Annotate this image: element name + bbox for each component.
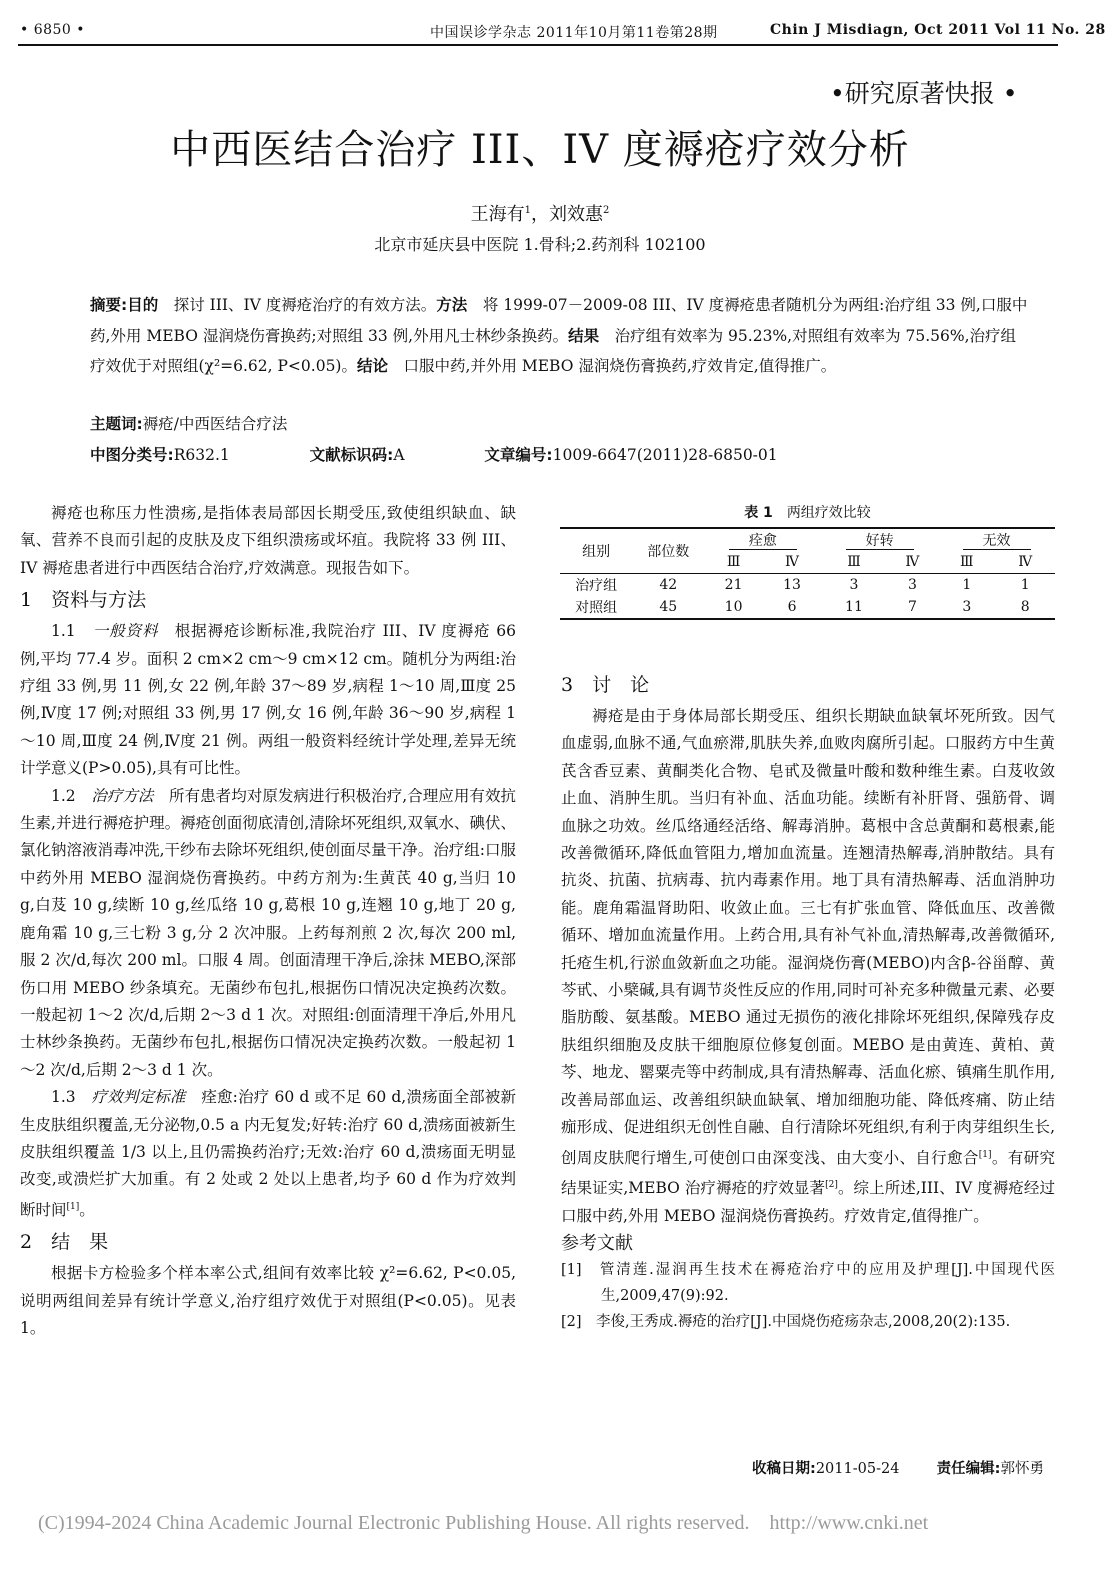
left-column: [20, 500, 516, 1343]
th-improve: 好转: [846, 533, 914, 550]
s3-text-b: 。有研究结果证实,MEBO 治疗褥疮的疗效显著: [561, 1148, 1055, 1198]
cell-group: 治疗组: [575, 578, 618, 594]
result-label: 结果: [568, 326, 600, 345]
section-1-2: [20, 783, 516, 1084]
editor-name: 郭怀勇: [1000, 1461, 1044, 1477]
method-label: 方法: [436, 296, 468, 314]
journal-header-cn: 中国误诊学杂志 2011年10月第11卷第28期: [430, 25, 718, 41]
s12-number: 1.2: [51, 786, 76, 805]
section-1-3: [20, 1084, 516, 1224]
received-line: [752, 1457, 1044, 1478]
cell-none-3: 1: [962, 577, 972, 593]
th-improve-4: Ⅳ: [887, 551, 938, 574]
author-line: [0, 200, 1080, 226]
intro-paragraph: 褥疮也称压力性溃疡,是指体表局部因长期受压,致使组织缺血、缺氧、营养不良而引起的皮肤及皮下组织溃疡或坏疽。我院将 33 例 III、IV 褥疮患者进行中西医结合治疗,疗效满意。现报告如下。: [20, 504, 516, 577]
cell-cure-4: 6: [763, 596, 821, 619]
cell-count: 42: [659, 577, 678, 593]
editor-label: 责任编辑:: [936, 1461, 1001, 1477]
article-title: 中西医结合治疗 III、IV 度褥疮疗效分析: [170, 127, 910, 173]
s3-text-a: 褥疮是由于身体局部长期受压、组织长期缺血缺氧坏死所致。因气血虚弱,血脉不通,气血瘀滞,肌肤失养,血败肉腐所引起。口服药方中生黄芪含香豆素、黄酮类化合物、皂甙及微量叶酸和数种维生素。白芨收敛止血、消肿生肌。当归有补血、活血功能。续断有补肝肾、强筋骨、调血脉之功效。丝瓜络通经活络、解毒消肿。葛根中含总黄酮和葛根素,能改善微循环,降低血管阻力,增加血流量。连翘清热解毒,消肿散结。具有抗炎、抗菌、抗病毒、抗内毒素作用。地丁具有清热解毒、活血消肿功能。鹿角霜温肾助阳、收敛止血。三七有扩张血管、降低血压、改善微循环、增加血流量作用。上药合用,具有补气补血,清热解毒,改善微循环,托疮生机,行淤血敛新血之功能。湿润烧伤膏(MEBO)内含β-谷甾醇、黄芩甙、小檗碱,具有调节炎性反应的作用,同时可补充多种微量元素、必要脂肪酸、氨基酸。MEBO 通过无损伤的液化排除坏死组织,保障残存皮肤组织细胞及皮肤干细胞原位修复创面。MEBO 是由黄连、黄柏、黄芩、地龙、罂粟壳等中药制成,具有清热解毒、活血化瘀、镇痛生肌作用,改善局部血运、改善组织缺血缺氧、增加细胞功能、降低疼痛、防止结痂形成、促进组织无创性自融、自行清除坏死组织,有利于肉芽组织生长,创周皮肤爬行增生,可使创口由深变浅、由大变小、自行愈合: [561, 707, 1055, 1167]
th-none: 无效: [963, 533, 1031, 550]
s13-text: 痊愈:治疗 60 d 或不足 60 d,溃疡面全部被新生皮肤组织覆盖,无分泌物,0.5 a 内无复发;好转:治疗 60 d,溃疡面被新生皮肤组织覆盖 1/3 以上,且仍需换药治疗;无效:治疗 60 d,溃疡面无明显改变,或溃烂扩大加重。有 2 处或 2 处以上患者,均予 60 d 作为疗效判断时间: [20, 1088, 516, 1219]
cell-none-4: 1: [1020, 577, 1030, 593]
author-1-sup: 1: [524, 205, 531, 216]
results-table: [560, 527, 1055, 620]
method-text: 将 1999-07－2009-08 III、IV 度褥疮患者随机分为两组:治疗组 33 例,口服中药,外用 MEBO 湿润烧伤膏换药;对照组 33 例,外用凡士林纱条换药。: [90, 296, 1028, 345]
keywords-label: 主题词:: [90, 415, 143, 433]
th-none-4: Ⅳ: [995, 551, 1055, 574]
conclusion-label: 结论: [356, 357, 388, 375]
doc-code-label: 文献标识码:: [309, 446, 394, 464]
th-group: 组别: [560, 528, 632, 574]
author-2-sup: 2: [603, 205, 610, 216]
th-cure-3: Ⅲ: [704, 551, 762, 574]
result-text: 治疗组有效率为 95.23%,对照组有效率为 75.56%,治疗组疗效优于对照组(χ²=6.62, P<0.05)。: [90, 326, 1017, 375]
table-caption-number: 表 1: [744, 505, 773, 521]
section-tag: •研究原著快报 •: [830, 79, 1018, 108]
abstract: [90, 290, 1030, 382]
author-sep: ，: [531, 204, 549, 225]
s3-citation-2[interactable]: [2]: [825, 1180, 838, 1191]
cell-improve-4: 3: [907, 577, 917, 593]
s13-end: 。: [79, 1200, 95, 1219]
received-date: 2011-05-24: [815, 1461, 900, 1477]
section-2-text: 根据卡方检验多个样本率公式,组间有效率比较 χ²=6.62, P<0.05,说明两组间差异有统计学意义,治疗组疗效优于对照组(P<0.05)。见表 1。: [20, 1264, 516, 1338]
cell-none-4: 8: [995, 596, 1055, 619]
section-3-text: [561, 703, 1055, 1230]
th-none-3: Ⅲ: [938, 551, 995, 574]
table-row: [560, 574, 1055, 597]
received-label: 收稿日期:: [752, 1461, 816, 1477]
th-cure: 痊愈: [729, 533, 797, 550]
article-no-label: 文章编号:: [484, 446, 553, 464]
conclusion-text: 口服中药,并外用 MEBO 湿润烧伤膏换药,疗效肯定,值得推广。: [403, 357, 837, 375]
abstract-label: 摘要:: [90, 296, 128, 314]
affiliation: 北京市延庆县中医院 1.骨科;2.药剂科 102100: [374, 235, 706, 254]
th-improve-3: Ⅲ: [821, 551, 886, 574]
section-1-1: [20, 618, 516, 782]
article-no-value: 1009-6647(2011)28-6850-01: [552, 446, 778, 464]
s3-text-c: 。综上所述,III、IV 度褥疮经过口服中药,外用 MEBO 湿润烧伤膏换药。疗效肯定,值得推广。: [561, 1179, 1055, 1225]
th-count: 部位数: [632, 528, 704, 574]
right-column: [561, 667, 1055, 1335]
cell-group: 对照组: [560, 596, 632, 619]
cell-cure-3: 21: [724, 577, 743, 593]
clc-label: 中图分类号:: [90, 446, 174, 464]
th-cure-4: Ⅳ: [763, 551, 821, 574]
table-row: [560, 596, 1055, 619]
keywords-line: [90, 412, 287, 434]
section-1-heading: 1 资料与方法: [20, 589, 147, 612]
doc-code-value: A: [393, 446, 405, 464]
copyright-watermark: (C)1994-2024 China Academic Journal Electronic Publishing House. All rights reserved. http://www.cnki.net: [38, 1512, 929, 1534]
cell-count: 45: [632, 596, 704, 619]
classification-line: [90, 443, 778, 465]
journal-header-en: Chin J Misdiagn, Oct 2011 Vol 11 No. 28: [770, 22, 1106, 38]
cell-improve-4: 7: [887, 596, 938, 619]
clc-value: R632.1: [173, 446, 230, 464]
author-1: 王海有: [470, 204, 525, 225]
s13-citation[interactable]: [1]: [66, 1201, 80, 1212]
cell-none-3: 3: [938, 596, 995, 619]
s11-text: 根据褥疮诊断标准,我院治疗 III、IV 度褥疮 66 例,平均 77.4 岁。面积 2 cm×2 cm～9 cm×12 cm。随机分为两组:治疗组 33 例,男 11 例,女 22 例,年龄 37～89 岁,病程 1～10 周,Ⅲ度 25 例,Ⅳ度 17 例;对照组 33 例,男 17 例,女 16 例,年龄 36～90 岁,病程 1～10 周,Ⅲ度 24 例,Ⅳ度 21 例。两组一般资料经统计学处理,差异无统计学意义(P>0.05),具有可比性。: [20, 622, 516, 778]
author-2: 刘效惠: [549, 204, 603, 225]
s3-citation-1[interactable]: [1]: [978, 1149, 992, 1160]
table-caption: [560, 502, 1055, 522]
section-3-heading: 3 讨 论: [561, 674, 650, 696]
s12-title: 治疗方法: [91, 786, 154, 805]
section-2-heading: 2 结 果: [20, 1231, 109, 1254]
purpose-label: 目的: [127, 296, 159, 314]
references-heading: 参考文献: [561, 1233, 633, 1255]
reference-2: [2] 李俊,王秀成.褥疮的治疗[J].中国烧伤疮疡杂志,2008,20(2):135.: [561, 1314, 1011, 1331]
s11-number: 1.1: [51, 622, 76, 641]
reference-1: [1] 管清莲.湿润再生技术在褥疮治疗中的应用及护理[J].中国现代医生,2009,47(9):92.: [561, 1262, 1055, 1305]
purpose-text: 探讨 III、IV 度褥疮治疗的有效方法。: [173, 296, 437, 314]
s13-number: 1.3: [51, 1088, 76, 1107]
s11-title: 一般资料: [92, 622, 159, 641]
page-number: • 6850 •: [20, 22, 86, 38]
cell-cure-3: 10: [704, 596, 762, 619]
cell-cure-4: 13: [783, 577, 801, 593]
cell-improve-3: 3: [849, 577, 859, 593]
cell-improve-3: 11: [821, 596, 886, 619]
keywords-value: 褥疮/中西医结合疗法: [142, 415, 288, 433]
header-rule: [18, 44, 1058, 46]
s12-text: 所有患者均对原发病进行积极治疗,合理应用有效抗生素,并进行褥疮护理。褥疮创面彻底清创,清除坏死组织,双氧水、碘伏、氯化钠溶液消毒冲洗,干纱布去除坏死组织,使创面尽量干净。治疗组:口服中药外用 MEBO 湿润烧伤膏换药。中药方剂为:生黄芪 40 g,当归 10 g,白芨 10 g,续断 10 g,丝瓜络 10 g,葛根 10 g,连翘 10 g,地丁 20 g,鹿角霜 10 g,三七粉 3 g,分 2 次冲服。上药每剂煎 2 次,每次 200 ml,服 2 次/d,每次 200 ml。口服 4 周。创面清理干净后,涂抹 MEBO,深部伤口用 MEBO 纱条填充。无菌纱布包扎,根据伤口情况决定换药次数。一般起初 1～2 次/d,后期 2～3 d 1 次。对照组:创面清理干净后,外用凡士林纱条换药。无菌纱布包扎,根据伤口情况决定换药次数。一般起初 1～2 次/d,后期 2～3 d 1 次。: [20, 786, 516, 1079]
s13-title: 疗效判定标准: [91, 1088, 186, 1107]
table-caption-text: 两组疗效比较: [786, 505, 871, 521]
